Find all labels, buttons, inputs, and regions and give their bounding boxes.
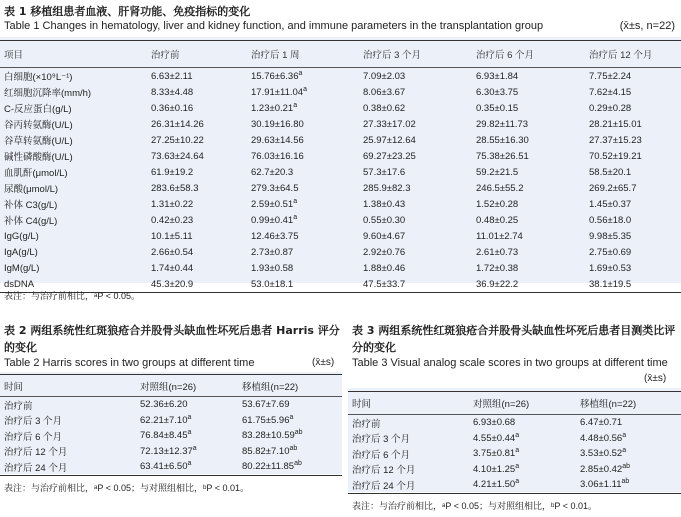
- cell-value: 1.23±0.21: [251, 102, 294, 114]
- table-cell: [247, 276, 359, 293]
- significance-mark: a: [187, 413, 192, 421]
- table-row: [0, 228, 681, 244]
- table1-caption-cn: 表 1 移植组患者血液、肝肾功能、免疫指标的变化: [4, 5, 251, 18]
- table-cell: [247, 212, 359, 228]
- significance-mark: ab: [622, 462, 630, 470]
- table-cell: [136, 397, 238, 413]
- table-cell: [359, 180, 472, 196]
- cell-value: 61.9±19.2: [151, 166, 194, 178]
- row-label: IgG(g/L): [4, 230, 39, 242]
- table-cell: [472, 84, 585, 100]
- table-cell: [472, 100, 585, 116]
- cell-value: 4.21±1.50: [473, 479, 516, 491]
- table2-note: 表注：与治疗前相比，ᵃP < 0.05；与对照组相比，ᵇP < 0.01。: [4, 483, 249, 493]
- table-row: [0, 444, 342, 460]
- cell-value: 28.55±16.30: [476, 134, 529, 146]
- table-cell: [147, 100, 247, 116]
- table-cell: [585, 180, 681, 196]
- table-cell: [472, 212, 585, 228]
- table-cell: [359, 164, 472, 180]
- cell-value: 1.38±0.43: [363, 198, 406, 210]
- table-cell: [585, 244, 681, 260]
- cell-value: 38.1±19.5: [589, 278, 632, 290]
- table-cell: [136, 444, 238, 460]
- table1-col-header: 治疗后 6 个月: [476, 50, 535, 61]
- cell-value: 17.91±11.04: [251, 86, 304, 98]
- cell-value: 0.55±0.30: [363, 214, 406, 226]
- cell-value: 76.84±8.45: [140, 430, 188, 442]
- table1-note: 表注：与治疗前相比，ᵃP < 0.05。: [4, 291, 140, 301]
- cell-value: 2.85±0.42: [580, 463, 623, 475]
- table-cell: [585, 132, 681, 148]
- cell-value: 1.93±0.58: [251, 262, 294, 274]
- significance-mark: a: [289, 413, 294, 421]
- row-label: 治疗前: [352, 418, 381, 430]
- table-cell: [247, 260, 359, 276]
- significance-mark: ab: [289, 444, 298, 452]
- table-cell: [472, 148, 585, 164]
- table-cell: [247, 228, 359, 244]
- significance-mark: a: [622, 431, 627, 439]
- table-cell: [359, 244, 472, 260]
- table-row: [0, 116, 681, 132]
- table-cell: [576, 477, 681, 493]
- cell-value: 2.61±0.73: [476, 246, 519, 258]
- table-cell: [147, 276, 247, 293]
- cell-value: 8.06±3.67: [363, 86, 406, 98]
- table-cell: [359, 212, 472, 228]
- cell-value: 1.74±0.44: [151, 262, 194, 274]
- cell-value: 0.42±0.23: [151, 214, 194, 226]
- table-cell: [585, 212, 681, 228]
- cell-value: 1.31±0.22: [151, 198, 194, 210]
- cell-value: 1.69±0.53: [589, 262, 632, 274]
- table-cell: [136, 428, 238, 444]
- table-cell: [576, 446, 681, 462]
- row-label: 补体 C4(g/L): [4, 216, 58, 227]
- table-cell: [238, 428, 342, 444]
- table-cell: [585, 100, 681, 116]
- cell-value: 6.93±0.68: [473, 417, 516, 429]
- significance-mark: a: [515, 478, 520, 486]
- cell-value: 246.5±55.2: [476, 182, 524, 194]
- table-cell: [585, 84, 681, 100]
- row-label: 治疗后 6 个月: [352, 449, 411, 461]
- table-cell: [469, 446, 576, 462]
- table-cell: [585, 260, 681, 276]
- row-label: 治疗后 3 个月: [4, 416, 63, 428]
- significance-mark: ab: [621, 478, 630, 486]
- significance-mark: a: [622, 447, 627, 455]
- table-row: [0, 148, 681, 164]
- table-cell: [576, 462, 681, 478]
- table-cell: [359, 276, 472, 293]
- table2: [0, 374, 342, 476]
- cell-value: 11.01±2.74: [476, 230, 523, 242]
- table3-caption-en: Table 3 Visual analog scale scores in two groups at different time: [352, 357, 668, 369]
- cell-value: 2.75±0.69: [589, 246, 632, 258]
- table-cell: [147, 68, 247, 85]
- table1-caption-en: Table 1 Changes in hematology, liver and kidney function, and immune parameters in the transplantation group: [4, 20, 544, 32]
- row-label: 治疗后 12 个月: [352, 465, 416, 477]
- table-row: [0, 164, 681, 180]
- table-cell: [247, 148, 359, 164]
- cell-value: 72.13±12.37: [140, 445, 193, 457]
- table3: [348, 391, 681, 494]
- cell-value: 279.3±64.5: [251, 182, 299, 194]
- cell-value: 269.2±65.7: [589, 182, 637, 194]
- table-cell: [147, 148, 247, 164]
- cell-value: 45.3±20.9: [151, 278, 194, 290]
- table3-col-header: 对照组(n=26): [473, 399, 530, 410]
- significance-mark: a: [293, 213, 298, 221]
- table-row: [0, 428, 342, 444]
- row-label: 治疗后 3 个月: [352, 434, 411, 446]
- table-row: [0, 180, 681, 196]
- table2-col-header: 对照组(n=26): [140, 381, 197, 393]
- significance-mark: a: [187, 429, 192, 437]
- row-label: IgM(g/L): [4, 262, 40, 274]
- cell-value: 1.72±0.38: [476, 262, 519, 274]
- row-label: dsDNA: [4, 278, 35, 290]
- table-row: [0, 459, 342, 475]
- table3-col-header: 移植组(n=22): [580, 399, 637, 410]
- table-cell: [147, 84, 247, 100]
- table-cell: [469, 462, 576, 478]
- table1-col-header: 项目: [4, 50, 24, 61]
- row-label: 红细胞沉降率(mm/h): [4, 88, 92, 99]
- cell-value: 62.21±7.10: [140, 414, 188, 426]
- cell-value: 57.3±17.6: [363, 166, 406, 178]
- table-row: [0, 413, 342, 429]
- cell-value: 0.38±0.62: [363, 102, 406, 114]
- table-cell: [238, 459, 342, 475]
- cell-value: 58.5±20.1: [589, 166, 632, 178]
- table-cell: [359, 196, 472, 212]
- table-cell: [147, 116, 247, 132]
- table1: [0, 40, 681, 293]
- cell-value: 3.75±0.81: [473, 448, 516, 460]
- table3-col-header: 时间: [352, 399, 372, 410]
- table-row: [348, 431, 681, 447]
- table2-stat-label: (x̄±s): [312, 357, 335, 368]
- cell-value: 1.52±0.28: [476, 198, 519, 210]
- table-cell: [247, 196, 359, 212]
- table-cell: [585, 116, 681, 132]
- row-label: 治疗后 24 个月: [4, 462, 68, 474]
- table-cell: [472, 164, 585, 180]
- table-cell: [585, 228, 681, 244]
- table3-stat-label: (x̄±s): [644, 373, 667, 384]
- table-cell: [585, 196, 681, 212]
- cell-value: 52.36±6.20: [140, 399, 188, 411]
- cell-value: 7.75±2.24: [589, 70, 632, 82]
- table-cell: [472, 228, 585, 244]
- significance-mark: a: [515, 447, 520, 455]
- table-row: [348, 462, 681, 478]
- table-cell: [585, 276, 681, 293]
- table2-col-header: 移植组(n=22): [242, 381, 299, 393]
- cell-value: 7.62±4.15: [589, 86, 632, 98]
- table-cell: [472, 180, 585, 196]
- table2-header-row: [0, 375, 342, 397]
- table-cell: [238, 413, 342, 429]
- cell-value: 0.48±0.25: [476, 214, 519, 226]
- cell-value: 30.19±16.80: [251, 118, 304, 130]
- table-cell: [585, 68, 681, 85]
- row-label: C-反应蛋白(g/L): [4, 104, 72, 115]
- table-cell: [247, 244, 359, 260]
- cell-value: 83.28±10.59: [242, 430, 295, 442]
- cell-value: 29.82±11.73: [476, 118, 529, 130]
- cell-value: 27.37±15.23: [589, 134, 642, 146]
- cell-value: 80.22±11.85: [242, 461, 295, 473]
- cell-value: 0.99±0.41: [251, 214, 294, 226]
- cell-value: 29.63±14.56: [251, 134, 304, 146]
- table-row: [348, 415, 681, 431]
- table-cell: [472, 132, 585, 148]
- row-label: 谷丙转氨酶(U/L): [4, 120, 73, 131]
- row-label: 治疗后 24 个月: [352, 480, 416, 492]
- significance-mark: a: [293, 197, 298, 205]
- table-cell: [247, 84, 359, 100]
- table-cell: [147, 132, 247, 148]
- table-cell: [469, 431, 576, 447]
- table3-note: 表注：与治疗前相比，ᵃP < 0.05；与对照组相比，ᵇP < 0.01。: [352, 501, 597, 511]
- table1-col-header: 治疗后 12 个月: [589, 50, 653, 61]
- table-cell: [147, 260, 247, 276]
- table-cell: [147, 164, 247, 180]
- cell-value: 2.66±0.54: [151, 246, 194, 258]
- table-cell: [238, 397, 342, 413]
- table-cell: [469, 477, 576, 493]
- table-cell: [472, 276, 585, 293]
- table-row: [0, 100, 681, 116]
- significance-mark: a: [187, 460, 192, 468]
- cell-value: 2.92±0.76: [363, 246, 406, 258]
- table-cell: [147, 212, 247, 228]
- cell-value: 26.31±14.26: [151, 118, 204, 130]
- cell-value: 1.45±0.37: [589, 198, 632, 210]
- cell-value: 4.55±0.44: [473, 432, 516, 444]
- table-cell: [359, 148, 472, 164]
- cell-value: 36.9±22.2: [476, 278, 519, 290]
- significance-mark: a: [303, 85, 307, 93]
- cell-value: 6.30±3.75: [476, 86, 519, 98]
- table1-col-header: 治疗后 1 周: [251, 50, 300, 61]
- cell-value: 9.98±5.35: [589, 230, 632, 242]
- table-cell: [359, 260, 472, 276]
- table-row: [0, 196, 681, 212]
- cell-value: 6.63±2.11: [151, 70, 193, 82]
- cell-value: 61.75±5.96: [242, 414, 290, 426]
- table-cell: [576, 431, 681, 447]
- cell-value: 12.46±3.75: [251, 230, 299, 242]
- table-cell: [147, 180, 247, 196]
- table-cell: [247, 68, 359, 85]
- cell-value: 69.27±23.25: [363, 150, 416, 162]
- table-cell: [359, 228, 472, 244]
- table-row: [0, 68, 681, 85]
- table1-header-row: [0, 41, 681, 68]
- table-cell: [359, 132, 472, 148]
- table3-header-row: [348, 392, 681, 415]
- cell-value: 28.21±15.01: [589, 118, 642, 130]
- cell-value: 73.63±24.64: [151, 150, 204, 162]
- table-row: [0, 397, 342, 413]
- cell-value: 283.6±58.3: [151, 182, 199, 194]
- row-label: 白细胞(×10⁹L⁻¹): [4, 72, 73, 83]
- table-cell: [472, 68, 585, 85]
- table-cell: [136, 413, 238, 429]
- table-cell: [469, 415, 576, 431]
- table-cell: [147, 196, 247, 212]
- table1-col-header: 治疗前: [151, 50, 180, 61]
- cell-value: 70.52±19.21: [589, 150, 642, 162]
- table1-stat-label: (x̄±s, n=22): [619, 20, 675, 32]
- table-cell: [247, 164, 359, 180]
- table-row: [0, 212, 681, 228]
- cell-value: 15.76±6.36: [251, 70, 299, 82]
- cell-value: 85.82±7.10: [242, 445, 290, 457]
- cell-value: 75.38±26.51: [476, 150, 529, 162]
- row-label: 尿酸(μmol/L): [4, 184, 59, 195]
- cell-value: 0.36±0.16: [151, 102, 194, 114]
- table1-col-header: 治疗后 3 个月: [363, 50, 422, 61]
- significance-mark: a: [515, 431, 520, 439]
- table-cell: [359, 100, 472, 116]
- table-cell: [585, 148, 681, 164]
- row-label: 血肌酐(μmol/L): [4, 168, 68, 179]
- cell-value: 9.60±4.67: [363, 230, 406, 242]
- table2-caption-cn: 表 2 两组系统性红斑狼疮合并股骨头缺血性坏死后患者 Harris 评分的变化: [4, 324, 340, 354]
- table-cell: [472, 260, 585, 276]
- cell-value: 63.41±6.50: [140, 461, 188, 473]
- significance-mark: a: [192, 444, 197, 452]
- cell-value: 62.7±20.3: [251, 166, 294, 178]
- table-cell: [472, 244, 585, 260]
- cell-value: 10.1±5.11: [151, 230, 193, 242]
- row-label: 治疗后 6 个月: [4, 431, 63, 443]
- table3-caption-cn: 表 3 两组系统性红斑狼疮合并股骨头缺血性坏死后患者目测类比评分的变化: [352, 324, 676, 354]
- cell-value: 3.53±0.52: [580, 448, 623, 460]
- table-cell: [136, 459, 238, 475]
- cell-value: 76.03±16.16: [251, 150, 304, 162]
- table-row: [348, 446, 681, 462]
- cell-value: 1.88±0.46: [363, 262, 406, 274]
- cell-value: 8.33±4.48: [151, 86, 194, 98]
- significance-mark: a: [293, 101, 298, 109]
- cell-value: 53.0±18.1: [251, 278, 294, 290]
- cell-value: 0.29±0.28: [589, 102, 632, 114]
- row-label: IgA(g/L): [4, 246, 38, 258]
- cell-value: 2.73±0.87: [251, 246, 294, 258]
- cell-value: 2.59±0.51: [251, 198, 294, 210]
- row-label: 碱性磷酸酶(U/L): [4, 152, 73, 163]
- table-row: [0, 132, 681, 148]
- table-cell: [247, 132, 359, 148]
- table-cell: [247, 116, 359, 132]
- cell-value: 7.09±2.03: [363, 70, 406, 82]
- table-cell: [247, 100, 359, 116]
- table1-body: [0, 68, 681, 293]
- significance-mark: a: [298, 69, 303, 77]
- table2-caption-en: Table 2 Harris scores in two groups at different time: [4, 357, 255, 369]
- cell-value: 27.33±17.02: [363, 118, 416, 130]
- significance-mark: a: [515, 462, 520, 470]
- table2-col-header: 时间: [4, 381, 24, 393]
- cell-value: 59.2±21.5: [476, 166, 519, 178]
- table-cell: [472, 196, 585, 212]
- table-cell: [585, 164, 681, 180]
- table-cell: [359, 68, 472, 85]
- cell-value: 0.56±18.0: [589, 214, 632, 226]
- table-cell: [359, 116, 472, 132]
- table-cell: [247, 180, 359, 196]
- row-label: 治疗后 12 个月: [4, 447, 68, 459]
- table2-body: [0, 397, 342, 476]
- row-label: 补体 C3(g/L): [4, 200, 58, 211]
- cell-value: 47.5±33.7: [363, 278, 406, 290]
- significance-mark: ab: [294, 460, 302, 468]
- cell-value: 53.67±7.69: [242, 399, 290, 411]
- table-cell: [359, 84, 472, 100]
- cell-value: 3.06±1.11: [580, 479, 622, 491]
- cell-value: 27.25±10.22: [151, 134, 204, 146]
- cell-value: 6.47±0.71: [580, 417, 623, 429]
- table-cell: [576, 415, 681, 431]
- table-cell: [147, 228, 247, 244]
- significance-mark: ab: [294, 429, 303, 437]
- table3-body: [348, 415, 681, 494]
- table-cell: [472, 116, 585, 132]
- table-row: [348, 477, 681, 493]
- table-row: [0, 260, 681, 276]
- cell-value: 285.9±82.3: [363, 182, 411, 194]
- table-cell: [147, 244, 247, 260]
- row-label: 治疗前: [4, 400, 33, 412]
- cell-value: 4.48±0.56: [580, 432, 623, 444]
- cell-value: 0.35±0.15: [476, 102, 519, 114]
- cell-value: 6.93±1.84: [476, 70, 519, 82]
- table-row: [0, 84, 681, 100]
- row-label: 谷草转氨酶(U/L): [4, 136, 73, 147]
- table-cell: [238, 444, 342, 460]
- cell-value: 25.97±12.64: [363, 134, 416, 146]
- cell-value: 4.10±1.25: [473, 463, 516, 475]
- table-row: [0, 244, 681, 260]
